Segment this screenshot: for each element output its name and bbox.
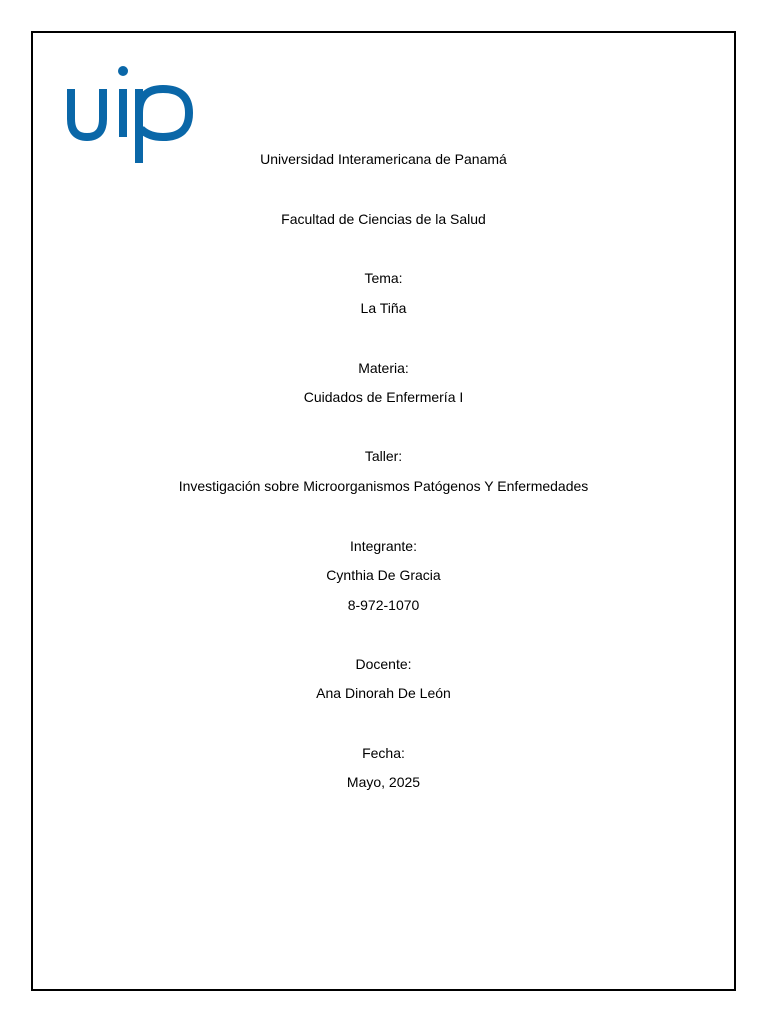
member-name: Cynthia De Gracia: [326, 567, 441, 583]
faculty-name: Facultad de Ciencias de la Salud: [281, 211, 486, 227]
workshop-value: Investigación sobre Microorganismos Patógenos Y Enfermedades: [178, 478, 589, 494]
university-name: Universidad Interamericana de Panamá: [260, 151, 507, 167]
subject-value: Cuidados de Enfermería I: [303, 389, 464, 405]
topic-value: La Tiña: [360, 300, 407, 316]
workshop-label: Taller:: [364, 448, 403, 464]
topic-label: Tema:: [364, 270, 403, 286]
cover-page: [31, 31, 736, 991]
teacher-name: Ana Dinorah De León: [316, 685, 451, 701]
date-label: Fecha:: [362, 745, 405, 761]
member-label: Integrante:: [350, 538, 417, 554]
teacher-label: Docente:: [355, 656, 412, 672]
subject-label: Materia:: [358, 360, 409, 376]
date-value: Mayo, 2025: [346, 774, 421, 790]
member-id: 8-972-1070: [347, 597, 420, 613]
